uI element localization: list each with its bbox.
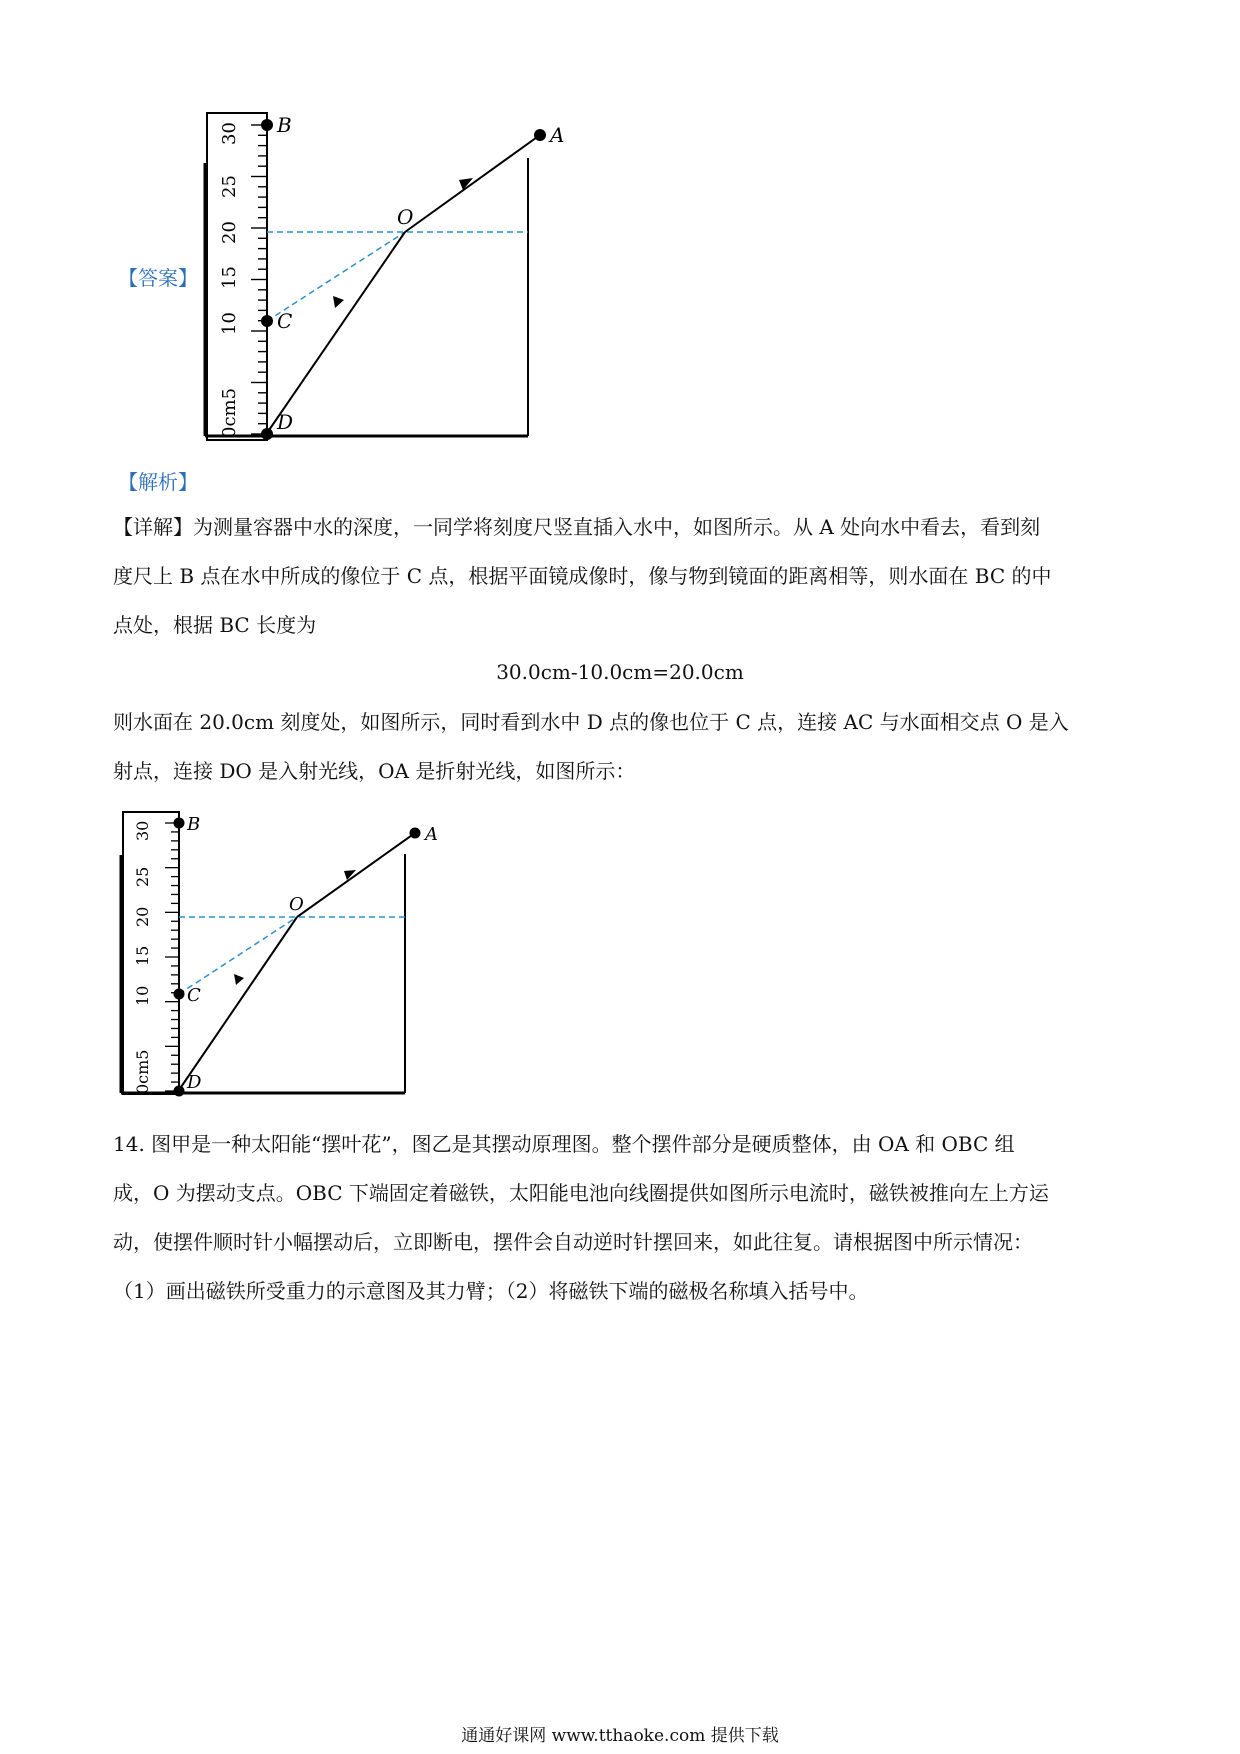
- point-b: [174, 818, 185, 829]
- tick-label-30: 30: [133, 820, 152, 841]
- dashed-line-co: [267, 232, 405, 321]
- point-d: [174, 1086, 185, 1097]
- refraction-diagram-1: [195, 108, 575, 443]
- refraction-diagram-2: [113, 810, 463, 1100]
- arrow-do: [333, 296, 344, 308]
- tick-label-15: 15: [133, 945, 152, 966]
- label-a: A: [425, 824, 438, 845]
- detail-line-5: 射点，连接 DO 是入射光线，OA 是折射光线，如图所示：: [113, 759, 636, 783]
- point-b: [261, 119, 273, 131]
- label-c: C: [277, 309, 293, 333]
- equation: 30.0cm-10.0cm=20.0cm: [496, 660, 744, 684]
- analysis-label: 【解析】: [118, 470, 198, 494]
- question-14-line-2: 成，O 为摆动支点。OBC 下端固定着磁铁，太阳能电池向线圈提供如图所示电流时，磁铁被推向左上方运: [113, 1181, 1049, 1205]
- figure-answer: [195, 108, 575, 443]
- point-a: [534, 129, 546, 141]
- tick-label-10: 10: [219, 312, 240, 335]
- refracted-ray-oa: [405, 135, 540, 232]
- question-14-line-4: （1）画出磁铁所受重力的示意图及其力臂；（2）将磁铁下端的磁极名称填入括号中。: [113, 1279, 869, 1303]
- tick-label-15: 15: [219, 266, 240, 289]
- detail-line-1: 为测量容器中水的深度，一同学将刻度尺竖直插入水中，如图所示。从 A 处向水中看去，看到刻: [193, 515, 1041, 539]
- tick-label-0cm5: 0cm5: [219, 387, 240, 438]
- label-b: B: [277, 113, 292, 137]
- point-c: [261, 315, 273, 327]
- detail-lead: 【详解】: [113, 515, 193, 539]
- tick-label-0cm5: 0cm5: [133, 1049, 152, 1094]
- label-c: C: [187, 985, 201, 1006]
- tick-label-25: 25: [133, 866, 152, 887]
- ruler-ticks: [165, 823, 179, 1091]
- page-footer: 通通好课网 www.tthaoke.com 提供下载: [461, 1726, 779, 1746]
- tick-label-20: 20: [219, 221, 240, 244]
- tick-label-10: 10: [133, 985, 152, 1006]
- detail-line-2: 度尺上 B 点在水中所成的像位于 C 点，根据平面镜成像时，像与物到镜面的距离相等，则水面在 BC 的中: [113, 564, 1052, 588]
- label-a: A: [550, 123, 565, 147]
- detail-paragraph: [113, 503, 1123, 650]
- figure-detail: [113, 810, 463, 1100]
- label-o: O: [397, 205, 414, 229]
- tick-label-30: 30: [219, 122, 240, 145]
- label-d: D: [187, 1072, 202, 1093]
- label-b: B: [187, 814, 201, 835]
- detail-line-3: 点处，根据 BC 长度为: [113, 613, 317, 637]
- question-14: [113, 1120, 1123, 1316]
- detail-line-4: 则水面在 20.0cm 刻度处，如图所示，同时看到水中 D 点的像也位于 C 点，连接 AC 与水面相交点 O 是入: [113, 710, 1069, 734]
- tick-label-20: 20: [133, 906, 152, 927]
- arrow-do: [234, 974, 244, 985]
- refracted-ray-oa: [297, 833, 415, 917]
- question-14-line-1: 14. 图甲是一种太阳能“摆叶花”，图乙是其摆动原理图。整个摆件部分是硬质整体，由 OA 和 OBC 组: [113, 1132, 1015, 1156]
- answer-label: 【答案】: [118, 266, 198, 290]
- point-d: [261, 428, 273, 440]
- detail-paragraph-2: [113, 698, 1123, 796]
- label-o: O: [289, 894, 304, 915]
- point-a: [410, 828, 421, 839]
- label-d: D: [277, 410, 294, 434]
- tick-label-25: 25: [219, 175, 240, 198]
- question-14-line-3: 动，使摆件顺时针小幅摆动后，立即断电，摆件会自动逆时针摆回来，如此往复。请根据图中所示情况：: [113, 1230, 1033, 1254]
- point-c: [174, 989, 185, 1000]
- ruler-ticks: [251, 125, 267, 434]
